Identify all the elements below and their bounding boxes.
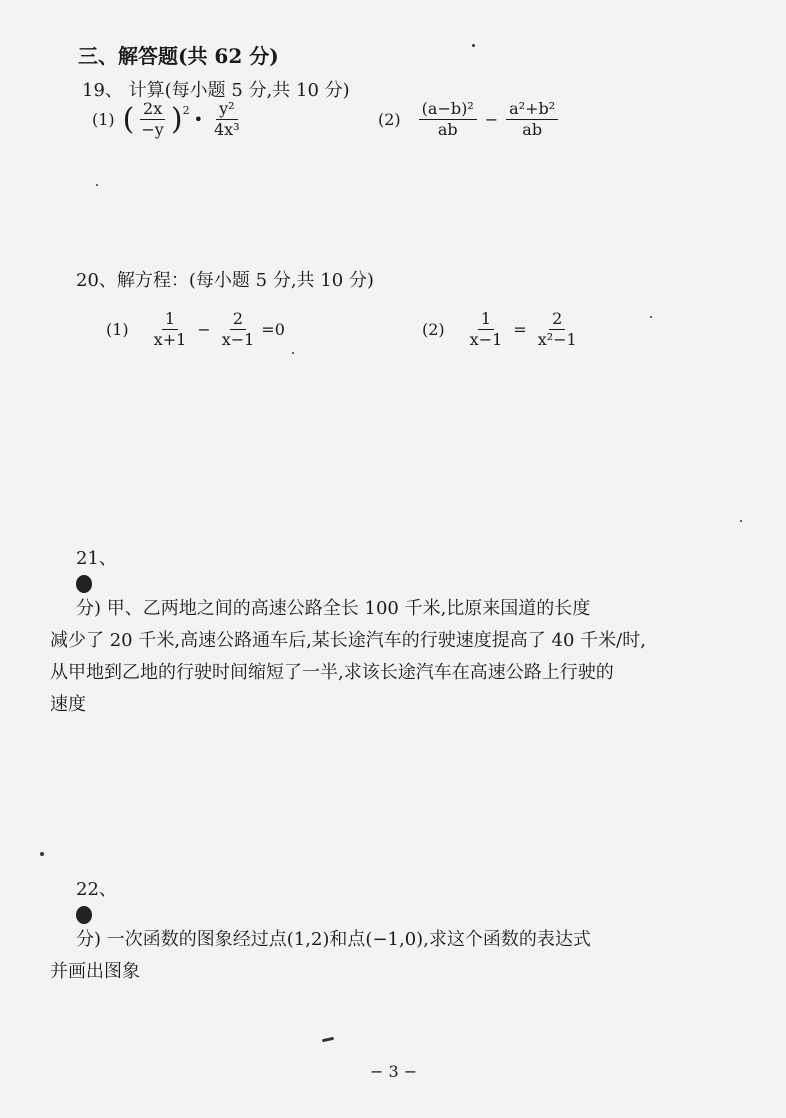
q19-p2-numerator-2: a²+b² bbox=[506, 100, 558, 120]
q21-points: 分) bbox=[76, 598, 102, 619]
q20-p2-numerator-2: 2 bbox=[549, 310, 565, 330]
q22-line-1 bbox=[50, 874, 750, 956]
scan-speck bbox=[322, 1037, 334, 1042]
q22-text bbox=[50, 874, 750, 988]
q22-points: 分) bbox=[76, 929, 102, 950]
scan-speck bbox=[292, 352, 294, 354]
q20-p1-rhs: =0 bbox=[261, 320, 285, 339]
q20-p1-numerator-1: 1 bbox=[162, 310, 178, 330]
q19-p1-lparen: ( bbox=[122, 101, 135, 137]
section-title: 三、解答题(共 62 分) bbox=[78, 44, 279, 68]
ink-blot-icon bbox=[76, 906, 92, 924]
q19-problem-1 bbox=[92, 100, 247, 139]
scan-speck bbox=[472, 44, 475, 47]
q21-line-3: 从甲地到乙地的行驶时间缩短了一半,求该长途汽车在高速公路上行驶的 bbox=[50, 662, 614, 683]
q20-p1-fraction-1 bbox=[151, 310, 190, 349]
q20-p1-fraction-2 bbox=[219, 310, 258, 349]
q21-line-4: 速度 bbox=[50, 694, 86, 715]
q21-line-1-text: 甲、乙两地之间的高速公路全长 100 千米,比原来国道的长度 bbox=[106, 598, 591, 619]
q20-header: 20、解方程：(每小题 5 分,共 10 分) bbox=[76, 270, 374, 291]
q19-p1-fraction bbox=[138, 100, 166, 139]
q22-line-2: 并画出图象 bbox=[50, 961, 140, 982]
q20-p2-numerator-1: 1 bbox=[478, 310, 494, 330]
q19-p1-denominator-2: 4x³ bbox=[214, 120, 240, 139]
q20-p1-label: (1) bbox=[106, 320, 129, 339]
q19-problem-2 bbox=[378, 100, 562, 139]
q19-p1-dot: • bbox=[193, 110, 203, 129]
q19-p2-label: (2) bbox=[378, 110, 401, 129]
ink-blot-icon bbox=[76, 575, 92, 593]
q21-text bbox=[50, 543, 750, 721]
q20-problem-2 bbox=[422, 310, 584, 349]
q21-prefix: 21、 bbox=[76, 548, 117, 569]
q20-p1-numerator-2: 2 bbox=[230, 310, 246, 330]
page-number: − 3 − bbox=[370, 1062, 418, 1081]
q20-p2-fraction-1 bbox=[467, 310, 506, 349]
q19-header: 19、 计算(每小题 5 分,共 10 分) bbox=[82, 80, 350, 101]
scan-speck bbox=[96, 184, 98, 186]
scan-speck bbox=[740, 520, 742, 522]
q19-p2-fraction-1 bbox=[419, 100, 477, 139]
scan-speck bbox=[40, 852, 44, 856]
q20-p2-denominator-2: x²−1 bbox=[537, 330, 577, 349]
q20-p1-denominator-2: x−1 bbox=[221, 330, 255, 349]
q20-p2-denominator-1: x−1 bbox=[469, 330, 503, 349]
q20-p2-fraction-2 bbox=[535, 310, 580, 349]
q21-line-2: 减少了 20 千米,高速公路通车后,某长途汽车的行驶速度提高了 40 千米/时, bbox=[50, 630, 646, 651]
q20-p1-denominator-1: x+1 bbox=[153, 330, 187, 349]
q19-p2-numerator-1: (a−b)² bbox=[419, 100, 477, 120]
q19-p2-denominator-1: ab bbox=[437, 120, 458, 139]
q20-p1-minus: − bbox=[197, 320, 211, 339]
q20-problem-1 bbox=[106, 310, 285, 349]
scan-speck bbox=[650, 316, 652, 318]
q20-p2-equals: = bbox=[513, 320, 527, 339]
q22-prefix: 22、 bbox=[76, 879, 117, 900]
q21-line-1 bbox=[50, 543, 750, 625]
q19-p1-fraction-2 bbox=[211, 100, 243, 139]
q19-p2-fraction-2 bbox=[506, 100, 558, 139]
q19-p1-label: (1) bbox=[92, 110, 115, 129]
q19-p2-minus: − bbox=[484, 110, 499, 129]
q19-p1-numerator-2: y² bbox=[216, 100, 237, 120]
q19-p2-denominator-2: ab bbox=[522, 120, 543, 139]
q19-p1-numerator: 2x bbox=[140, 100, 165, 120]
q20-p2-label: (2) bbox=[422, 320, 445, 339]
q19-p1-denominator: −y bbox=[141, 120, 164, 139]
q22-line-1-text: 一次函数的图象经过点(1,2)和点(−1,0),求这个函数的表达式 bbox=[106, 929, 591, 950]
q19-p1-rparen: ) bbox=[170, 101, 183, 137]
q19-p1-power: 2 bbox=[182, 104, 190, 117]
